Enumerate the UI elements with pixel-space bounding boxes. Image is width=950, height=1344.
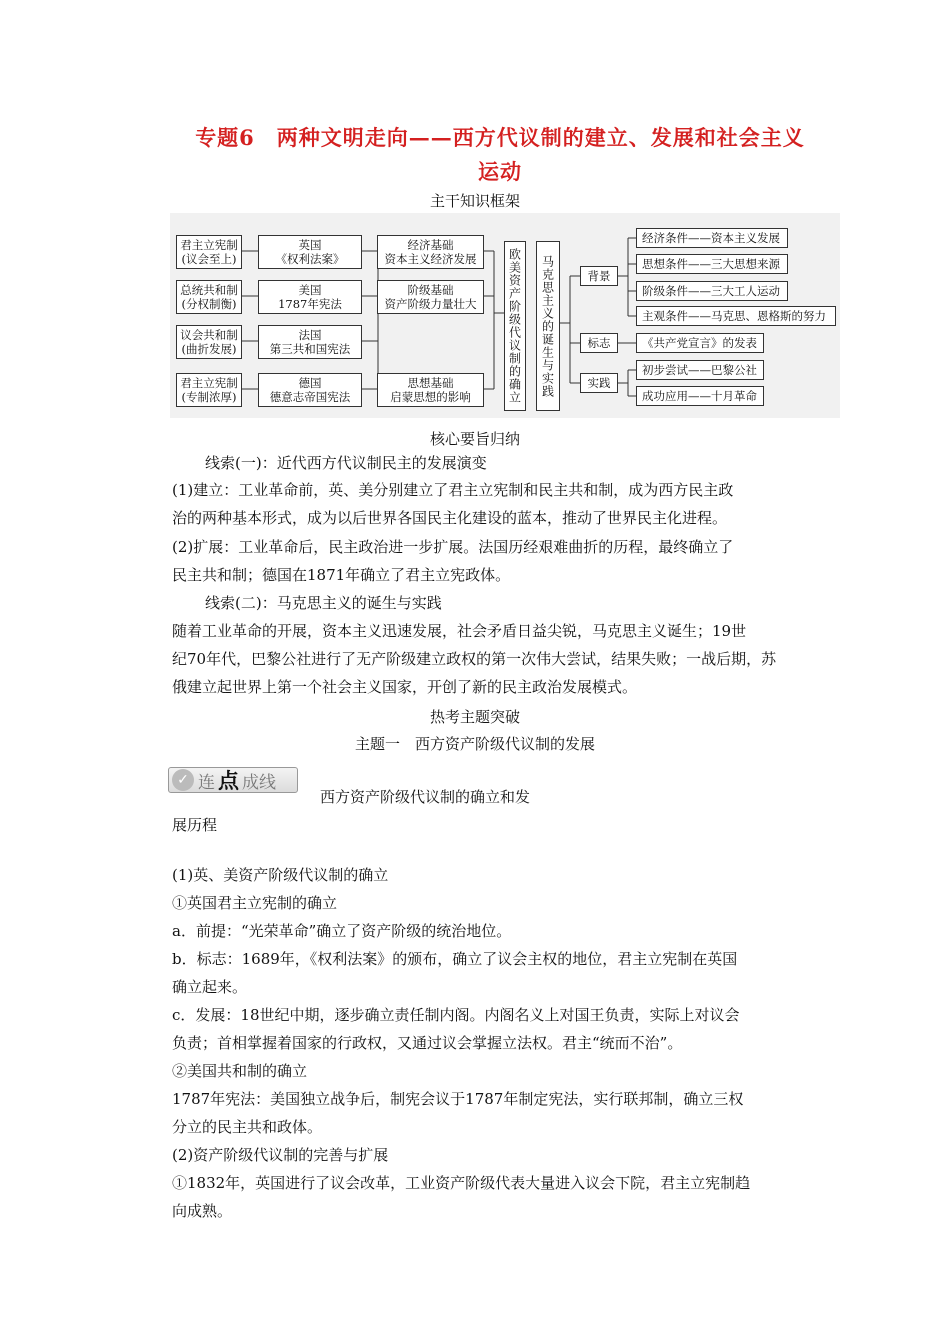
detail-box: 初步尝试——巴黎公社 (636, 360, 764, 380)
result-label: 君主立宪制 (180, 238, 238, 252)
paragraph-line: 随着工业革命的开展，资本主义迅速发展，社会矛盾日益尖锐，马克思主义诞生；19世 (172, 622, 747, 640)
result-box (176, 235, 242, 269)
category-box: 标志 (580, 333, 618, 353)
country-name: 法国 (298, 328, 322, 342)
checkmark-icon: ✓ (172, 769, 194, 791)
basis-label: 阶级基础 (407, 283, 454, 297)
result-label: 君主立宪制 (180, 376, 238, 390)
paragraph-line: 民主共和制；德国在1871年确立了君主立宪政体。 (172, 566, 511, 584)
country-box (258, 235, 362, 269)
content-line: ②美国共和制的确立 (172, 1062, 308, 1080)
paragraph-line: 纪70年代，巴黎公社进行了无产阶级建立政权的第一次伟大尝试，结果失败；一战后期，苏 (172, 650, 777, 668)
country-box (258, 373, 362, 407)
content-line: b．标志：1689年，《权利法案》的颁布，确立了议会主权的地位，君主立宪制在英国 (172, 950, 738, 968)
content-line: (1)英、美资产阶级代议制的确立 (172, 866, 389, 884)
content-line: ①1832年，英国进行了议会改革，工业资产阶级代表大量进入议会下院，君主立宪制趋 (172, 1174, 751, 1192)
content-line: 负责；首相掌握着国家的行政权，又通过议会掌握立法权。君主“统而不治”。 (172, 1034, 683, 1052)
basis-label: 思想基础 (407, 376, 454, 390)
badge-text: 连 (198, 772, 215, 793)
result-box (176, 325, 242, 359)
hot-topics-heading: 热考主题突破 (429, 708, 520, 726)
basis-box (377, 235, 484, 269)
content-line: 分立的民主共和政体。 (172, 1118, 323, 1136)
detail-box: 思想条件——三大思想来源 (636, 254, 788, 274)
connect-points-badge (168, 767, 298, 793)
content-line: ①英国君主立宪制的确立 (172, 894, 338, 912)
category-box: 背景 (580, 266, 618, 286)
result-label: 议会共和制 (180, 328, 238, 342)
country-document: 第三共和国宪法 (269, 342, 351, 356)
result-label: 总统共和制 (180, 283, 238, 297)
paragraph-line: (1)建立：工业革命前，英、美分别建立了君主立宪制和民主共和制，成为西方民主政 (172, 481, 734, 499)
basis-box (377, 280, 484, 314)
country-name: 德国 (298, 376, 322, 390)
paragraph-line: 俄建立起世界上第一个社会主义国家，开创了新的民主政治发展模式。 (172, 678, 638, 696)
country-name: 英国 (298, 238, 322, 252)
topic-one-heading: 主题一 西方资产阶级代议制的发展 (354, 735, 595, 753)
framework-heading: 主干知识框架 (429, 192, 520, 210)
center-topic-democracy: 欧美资产阶级代议制的确立 (504, 241, 526, 411)
center-topic-marxism: 马克思主义的诞生与实践 (536, 241, 560, 411)
country-document: 1787年宪法 (278, 297, 342, 311)
basis-box (377, 373, 484, 407)
detail-box: 成功应用——十月革命 (636, 386, 764, 406)
category-box: 实践 (580, 373, 618, 393)
detail-box: 主观条件——马克思、恩格斯的努力 (636, 306, 836, 326)
paragraph-line: 治的两种基本形式，成为以后世界各国民主化建设的蓝本，推动了世界民主化进程。 (172, 509, 728, 527)
result-note: (议会至上) (181, 252, 237, 266)
detail-box: 经济条件——资本主义发展 (636, 228, 788, 248)
result-note: (专制浓厚) (181, 390, 237, 404)
country-document: 德意志帝国宪法 (269, 390, 351, 404)
basis-detail: 资本主义经济发展 (384, 252, 477, 266)
country-name: 美国 (298, 283, 322, 297)
badge-text-emphasis: 点 (218, 768, 239, 793)
summary-heading: 核心要旨归纳 (429, 430, 520, 448)
knowledge-framework-diagram (170, 213, 840, 418)
country-box (258, 280, 362, 314)
result-note: (曲折发展) (181, 342, 237, 356)
result-box (176, 280, 242, 314)
section-subtitle: 西方资产阶级代议制的确立和发 (320, 788, 531, 806)
result-box (176, 373, 242, 407)
basis-detail: 启蒙思想的影响 (390, 390, 471, 404)
result-note: (分权制衡) (181, 297, 237, 311)
content-line: 确立起来。 (172, 978, 248, 996)
country-box (258, 325, 362, 359)
clue-two: 线索(二)：马克思主义的诞生与实践 (205, 594, 442, 612)
section-subtitle-cont: 展历程 (172, 816, 218, 834)
content-line: (2)资产阶级代议制的完善与扩展 (172, 1146, 389, 1164)
detail-box: 《共产党宣言》的发表 (636, 333, 764, 353)
clue-one: 线索(一)：近代西方代议制民主的发展演变 (205, 454, 487, 472)
page-title-line2: 运动 (478, 159, 522, 184)
paragraph-line: (2)扩展：工业革命后，民主政治进一步扩展。法国历经艰难曲折的历程，最终确立了 (172, 538, 734, 556)
country-document: 《权利法案》 (275, 252, 345, 266)
content-line: a．前提：“光荣革命”确立了资产阶级的统治地位。 (172, 922, 512, 940)
content-line: c．发展：18世纪中期，逐步确立责任制内阁。内阁名义上对国王负责，实际上对议会 (172, 1006, 740, 1024)
basis-detail: 资产阶级力量壮大 (384, 297, 477, 311)
content-line: 1787年宪法：美国独立战争后，制宪会议于1787年制定宪法，实行联邦制，确立三权 (172, 1090, 744, 1108)
page-title: 专题6 两种文明走向——西方代议制的建立、发展和社会主义 (195, 125, 805, 150)
detail-box: 阶级条件——三大工人运动 (636, 281, 788, 301)
badge-text: 成线 (242, 772, 276, 793)
content-line: 向成熟。 (172, 1202, 233, 1220)
basis-label: 经济基础 (407, 238, 454, 252)
